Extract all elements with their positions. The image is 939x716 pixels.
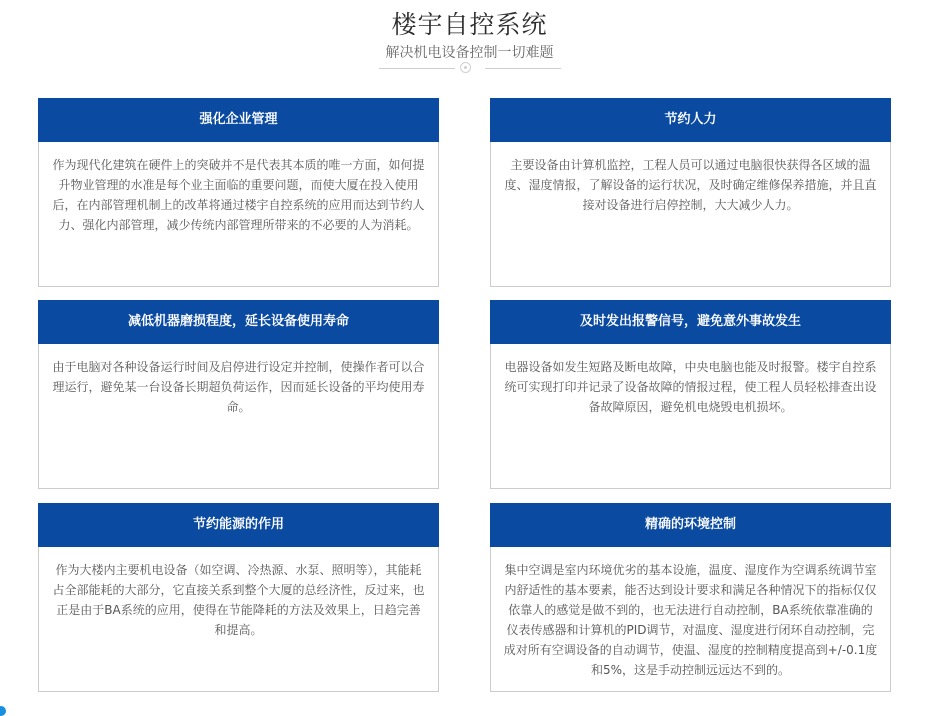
feature-card-management [38,98,439,287]
card-title: 及时发出报警信号，避免意外事故发生 [490,300,891,344]
feature-card-energy-saving [38,503,439,692]
corner-decoration-dot [0,706,6,716]
divider-circle-icon [460,62,471,73]
card-description: 集中空调是室内环境优劣的基本设施，温度、湿度作为空调系统调节室内舒适性的基本要素，能否达到设计要求和满足各种情况下的指标仅仅依靠人的感觉是做不到的，也无法进行自动控制，BA系统依靠准确的仪表传感器和计算机的PID调节，对温度、湿度进行闭环自动控制，完成对所有空调设备的自动调节，使温、湿度的控制精度提高到+/-0.1度和5%，这是手动控制远远达不到的。 [503,563,878,677]
feature-card-alarm [490,300,891,489]
page-subtitle: 解决机电设备控制一切难题 [385,45,554,61]
card-description: 由于电脑对各种设备运行时间及启停进行设定并控制，使操作者可以合理运行，避免某一台设备长期超负荷运作，因而延长设备的平均使用寿命。 [52,360,425,414]
card-title: 精确的环境控制 [490,503,891,547]
card-description: 作为现代化建筑在硬件上的突破并不是代表其本质的唯一方面，如何提升物业管理的水准是每个业主面临的重要问题，而使大厦在投入使用后，在内部管理机制上的改革将通过楼宇自控系统的应用而达到节约人力、强化内部管理，减少传统内部管理所带来的不必要的人为消耗。 [52,158,425,232]
card-title: 节约人力 [490,98,891,142]
card-title: 节约能源的作用 [38,503,439,547]
divider-line-left [379,68,455,69]
feature-card-equipment-life [38,300,439,489]
card-description: 作为大楼内主要机电设备（如空调、冷热源、水泵、照明等），其能耗占全部能耗的大部分，它直接关系到整个大厦的总经济性，反过来，也正是由于BA系统的应用，使得在节能降耗的方法及效果上，日趋完善和提高。 [52,563,425,637]
feature-card-environment-control [490,503,891,692]
divider-line-right [485,68,561,69]
page-title: 楼宇自控系统 [391,10,548,39]
feature-card-labor-saving [490,98,891,287]
card-description: 电器设备如发生短路及断电故障，中央电脑也能及时报警。楼宇自控系统可实现打印并记录了设备故障的情报过程，使工程人员轻松排查出设备故障原因，避免机电烧毁电机损坏。 [504,360,877,414]
card-description: 主要设备由计算机监控，工程人员可以通过电脑很快获得各区域的温度、湿度情报，了解设备的运行状况，及时确定维修保养措施，并且直接对设备进行启停控制，大大减少人力。 [504,158,877,212]
card-title: 强化企业管理 [38,98,439,142]
card-title: 减低机器磨损程度，延长设备使用寿命 [38,300,439,344]
